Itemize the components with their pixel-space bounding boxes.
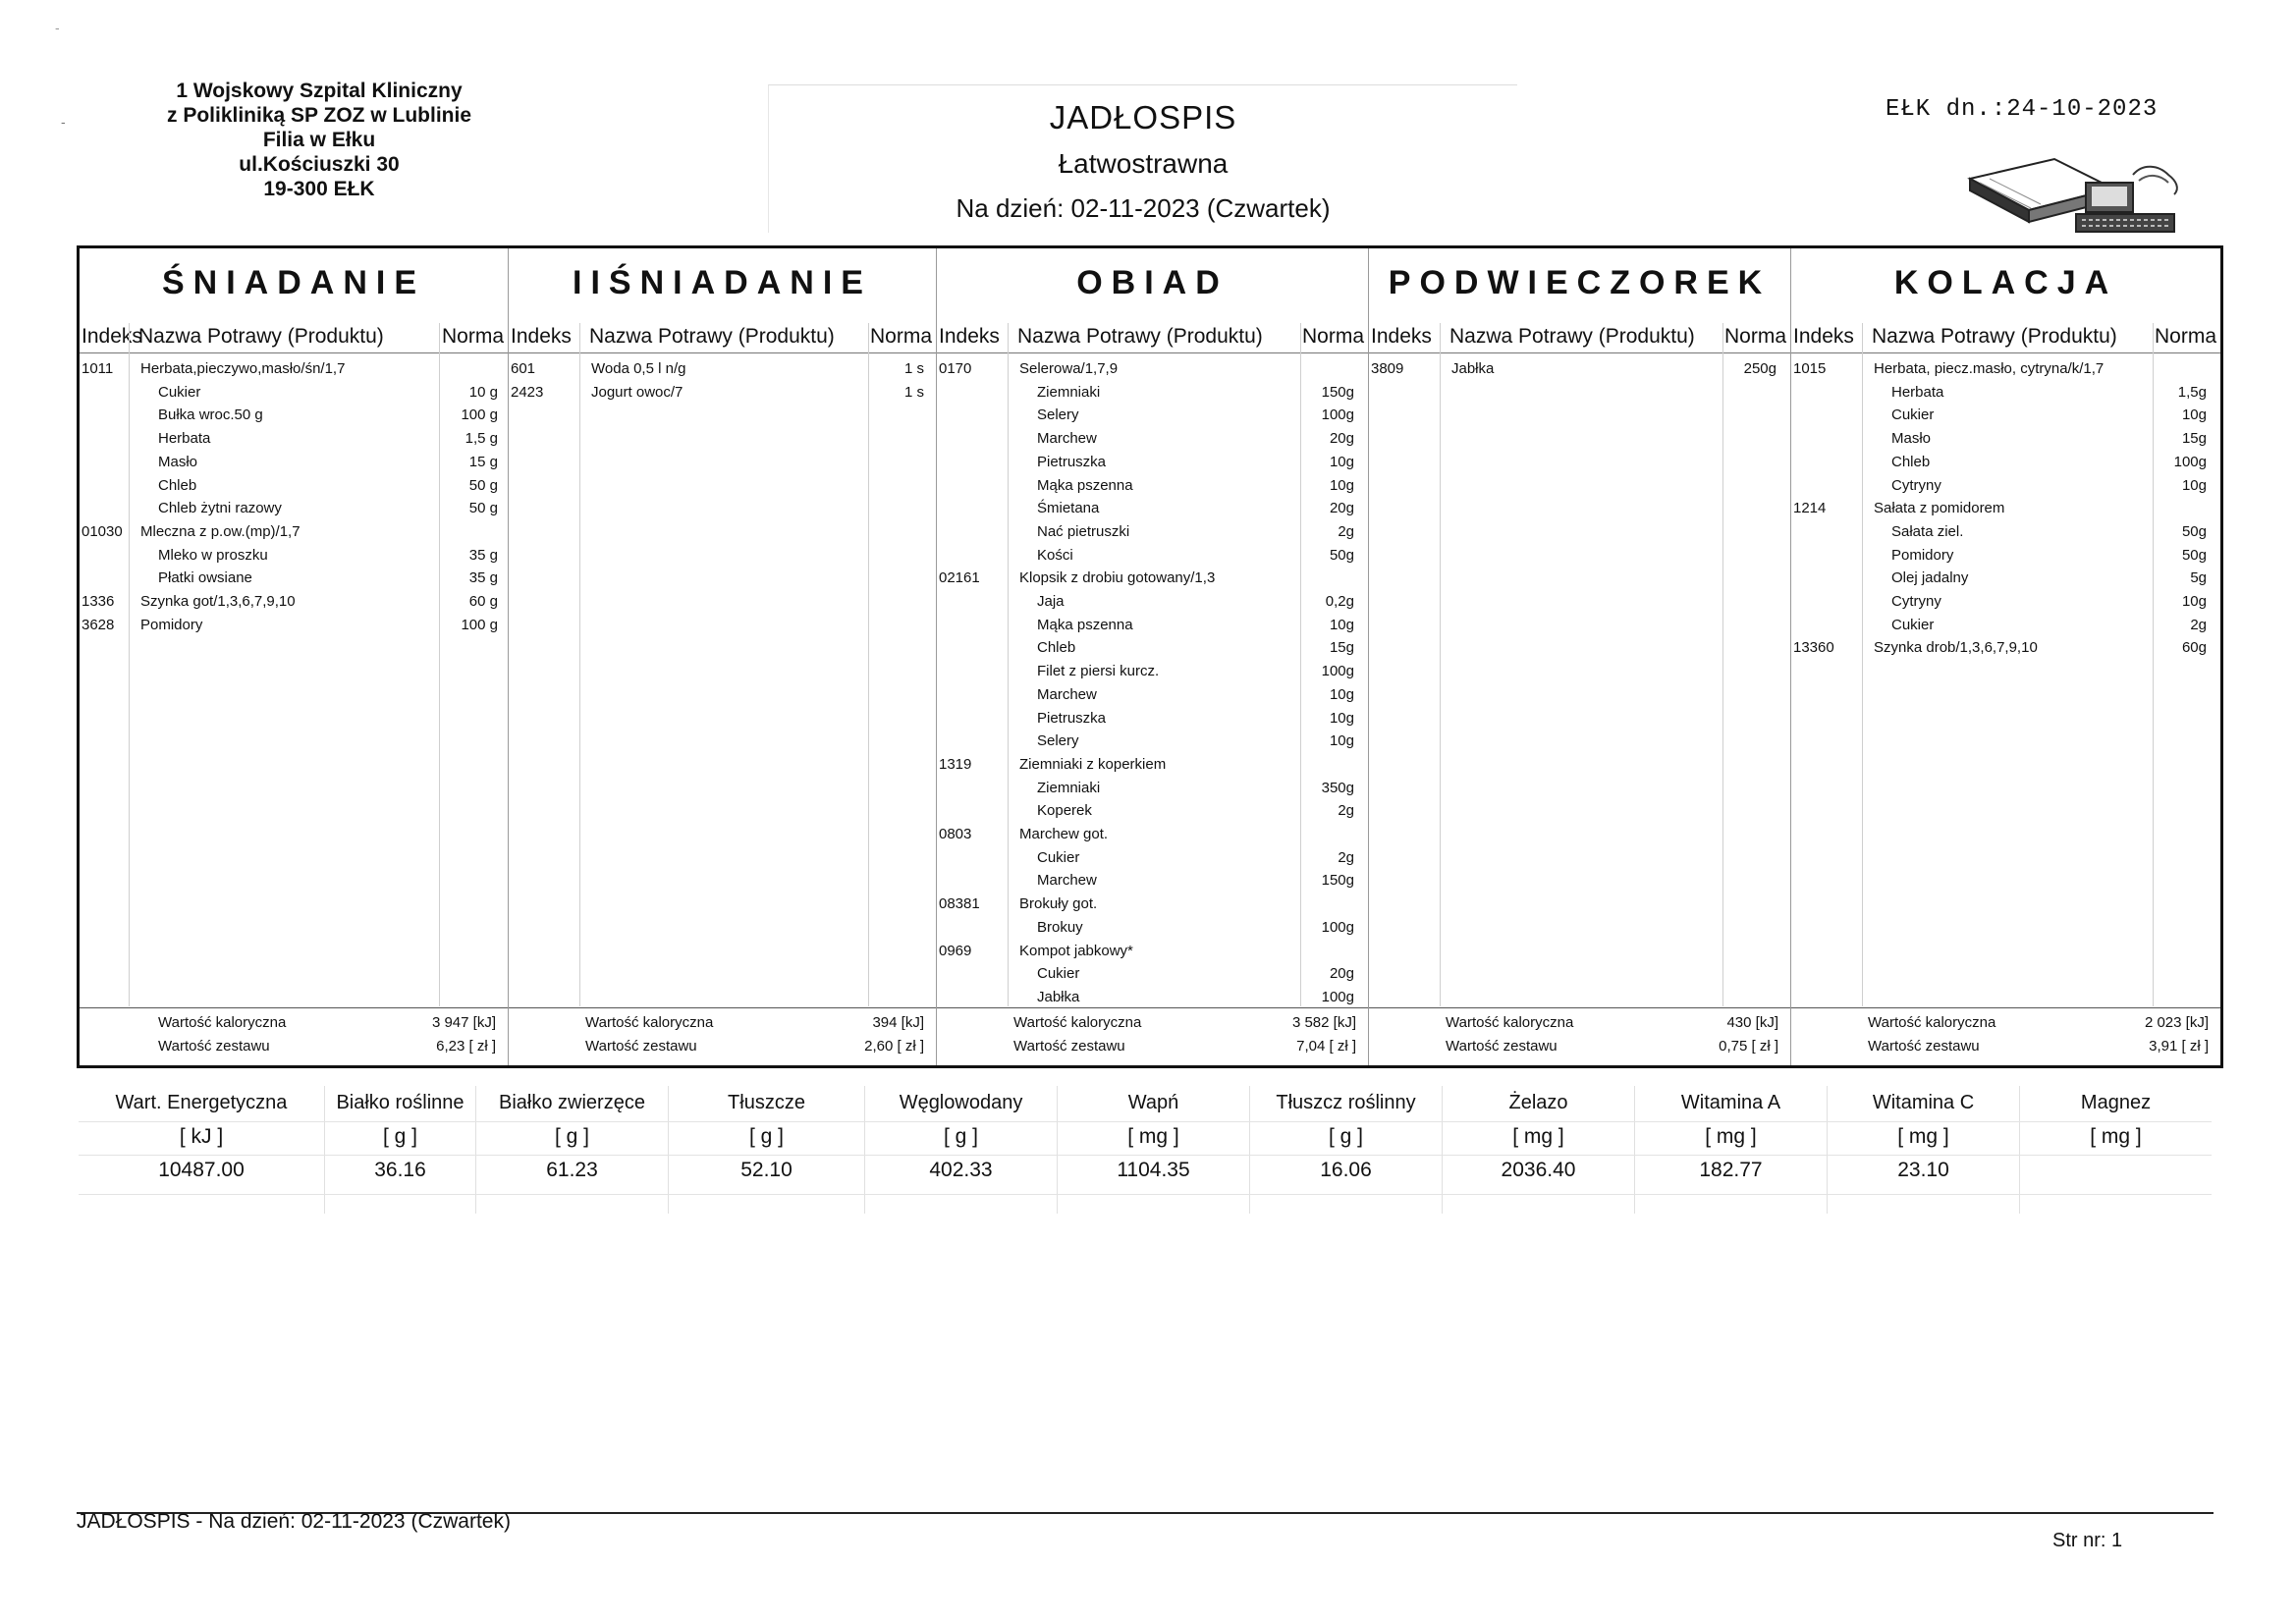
- row-index: 0170: [939, 360, 972, 377]
- totals-row: [1369, 1014, 1790, 1038]
- title-box: [768, 84, 1517, 233]
- header-name: Nazwa Potrawy (Produktu): [138, 325, 384, 348]
- row-norm: 250g: [1743, 360, 1777, 377]
- totals-row: [80, 1014, 508, 1038]
- nutrient-name: Tłuszcze: [728, 1092, 805, 1113]
- nutrient-unit: [ g ]: [943, 1125, 979, 1148]
- row-name: Filet z piersi kurcz.: [1037, 663, 1160, 680]
- meal-column: [1790, 248, 2220, 1065]
- menu-date: Na dzień: 02-11-2023 (Czwartek): [956, 193, 1331, 223]
- row-name: Jogurt owoc/7: [591, 383, 683, 401]
- row-norm: 10g: [1329, 685, 1354, 703]
- nutrient-value: 61.23: [546, 1159, 598, 1181]
- nutrient-value: 2036.40: [1501, 1159, 1576, 1181]
- row-name: Cytryny: [1891, 593, 1941, 610]
- column-header-row: [509, 323, 936, 353]
- menu-row: [80, 545, 508, 567]
- meal-column: [80, 248, 508, 1065]
- nutrient-unit: [ mg ]: [1705, 1125, 1757, 1148]
- nutrient-unit: [ g ]: [1328, 1125, 1364, 1148]
- row-name: Jabłka: [1037, 988, 1080, 1005]
- row-name: Cukier: [158, 383, 201, 401]
- header-norm: Norma: [2154, 325, 2216, 348]
- menu-row: [937, 591, 1368, 613]
- row-norm: 100g: [1321, 406, 1354, 424]
- menu-row: [937, 382, 1368, 404]
- row-name: Chleb żytni razowy: [158, 500, 282, 517]
- meal-title: IIŚNIADANIE: [573, 264, 872, 301]
- menu-row: [937, 847, 1368, 869]
- totals-label: Wartość zestawu: [1868, 1038, 1980, 1055]
- column-separator: [1722, 323, 1723, 1006]
- row-name: Chleb: [1037, 639, 1076, 657]
- nutrient-unit: [ mg ]: [1127, 1125, 1179, 1148]
- row-name: Cukier: [1037, 965, 1080, 983]
- totals-value: 430 [kJ]: [1726, 1014, 1778, 1031]
- row-norm: 15g: [1329, 639, 1354, 657]
- row-index: 3809: [1371, 360, 1404, 377]
- menu-row: [937, 963, 1368, 985]
- row-name: Marchew got.: [1019, 826, 1109, 842]
- menu-row: [937, 637, 1368, 659]
- row-name: Sałata z pomidorem: [1874, 500, 2005, 517]
- row-name: Nać pietruszki: [1037, 522, 1130, 540]
- menu-row: [80, 382, 508, 404]
- menu-row: [1791, 521, 2220, 543]
- totals-value: 7,04 [ zł ]: [1296, 1038, 1356, 1055]
- hospital-address: [118, 79, 520, 201]
- nutrient-unit: [ g ]: [748, 1125, 785, 1148]
- row-name: Ziemniaki: [1037, 779, 1101, 796]
- row-name: Olej jadalny: [1891, 569, 1969, 587]
- totals-value: 3 947 [kJ]: [431, 1014, 496, 1031]
- nutrient-value: 16.06: [1320, 1159, 1372, 1181]
- row-norm: 150g: [1321, 872, 1354, 890]
- menu-row: [1791, 428, 2220, 450]
- totals-row: [937, 1014, 1368, 1038]
- row-name: Śmietana: [1037, 500, 1100, 517]
- header-index: Indeks: [1793, 325, 1854, 348]
- row-name: Bułka wroc.50 g: [158, 406, 263, 424]
- totals-value: 0,75 [ zł ]: [1719, 1038, 1778, 1055]
- row-norm: 100g: [1321, 988, 1354, 1005]
- meal-column: [508, 248, 936, 1065]
- nutrition-summary: [79, 1086, 2212, 1214]
- nutrient-value: 402.33: [929, 1159, 993, 1181]
- row-norm: 20g: [1329, 965, 1354, 983]
- row-norm: 1 s: [903, 383, 924, 401]
- row-norm: 10 g: [468, 383, 498, 401]
- column-header-row: [1791, 323, 2220, 353]
- row-index: 1319: [939, 755, 972, 773]
- row-norm: 0,2g: [1325, 593, 1354, 610]
- row-norm: 10g: [2181, 593, 2207, 610]
- row-name: Masło: [158, 453, 198, 470]
- issue-date: EŁK dn.:24-10-2023: [1886, 96, 2159, 123]
- menu-row: [937, 568, 1368, 589]
- nutrient-name: Witamina C: [1872, 1092, 1975, 1113]
- header-index: Indeks: [82, 325, 142, 348]
- book-computer-icon: [1966, 145, 2184, 240]
- row-norm: 50g: [2181, 522, 2207, 540]
- row-name: Marchew: [1037, 872, 1097, 890]
- row-name: Marchew: [1037, 430, 1097, 448]
- totals-label: Wartość kaloryczna: [1446, 1014, 1574, 1031]
- menu-row: [80, 428, 508, 450]
- header-name: Nazwa Potrawy (Produktu): [1017, 325, 1263, 348]
- row-norm: 350g: [1321, 779, 1354, 796]
- totals-value: 3,91 [ zł ]: [2149, 1038, 2209, 1055]
- meal-title: OBIAD: [1076, 264, 1229, 301]
- nutrient-unit: [ g ]: [382, 1125, 418, 1148]
- row-norm: 1 s: [903, 360, 924, 377]
- menu-row: [509, 382, 936, 404]
- menu-row: [937, 615, 1368, 636]
- footer-title: JADŁOSPIS - Na dzień: 02-11-2023 (Czwartek): [77, 1510, 511, 1533]
- header-index: Indeks: [939, 325, 1000, 348]
- nutrient-value: 10487.00: [158, 1159, 245, 1181]
- totals-label: Wartość zestawu: [1013, 1038, 1125, 1055]
- nutrient-name: Witamina A: [1680, 1092, 1781, 1113]
- menu-row: [1791, 475, 2220, 497]
- menu-row: [80, 405, 508, 426]
- menu-row: [937, 893, 1368, 915]
- row-index: 3628: [82, 616, 115, 633]
- meal-totals: [1369, 1007, 1790, 1065]
- menu-row: [1791, 452, 2220, 473]
- row-name: Jaja: [1037, 593, 1065, 610]
- row-norm: 20g: [1329, 430, 1354, 448]
- hospital-line: 19-300 EŁK: [263, 178, 375, 200]
- totals-value: 394 [kJ]: [872, 1014, 924, 1031]
- row-index: 601: [511, 360, 536, 377]
- row-name: Herbata: [1891, 383, 1944, 401]
- hospital-line: Filia w Ełku: [262, 129, 376, 151]
- nutrient-value: 52.10: [740, 1159, 793, 1181]
- row-name: Cytryny: [1891, 476, 1941, 494]
- header-norm: Norma: [1301, 325, 1364, 348]
- meal-totals: [1791, 1007, 2220, 1065]
- row-norm: 35 g: [468, 546, 498, 564]
- diet-name: Łatwostrawna: [1058, 148, 1229, 179]
- page-title: JADŁOSPIS: [1049, 99, 1237, 135]
- row-norm: 10g: [1329, 709, 1354, 727]
- menu-row: [1791, 405, 2220, 426]
- row-name: Klopsik z drobiu gotowany/1,3: [1019, 569, 1216, 587]
- row-name: Szynka got/1,3,6,7,9,10: [140, 593, 296, 610]
- totals-value: 6,23 [ zł ]: [436, 1038, 496, 1055]
- row-name: Mleko w proszku: [158, 546, 268, 564]
- row-name: Pietruszka: [1037, 453, 1107, 470]
- menu-row: [937, 498, 1368, 519]
- row-name: Koperek: [1037, 802, 1092, 820]
- row-name: Cukier: [1891, 616, 1935, 633]
- menu-row: [937, 800, 1368, 822]
- row-norm: 10g: [1329, 476, 1354, 494]
- nutrient-name: Żelazo: [1508, 1092, 1568, 1113]
- totals-row: [509, 1038, 936, 1061]
- totals-label: Wartość kaloryczna: [1013, 1014, 1142, 1031]
- menu-row: [937, 452, 1368, 473]
- row-name: Ziemniaki z koperkiem: [1019, 755, 1167, 773]
- nutrient-value: 1104.35: [1117, 1159, 1190, 1181]
- row-norm: 60g: [2181, 639, 2207, 657]
- menu-row: [937, 661, 1368, 682]
- meal-title: KOLACJA: [1893, 264, 2118, 301]
- nutrient-unit: [ mg ]: [1897, 1125, 1949, 1148]
- menu-row: [80, 521, 508, 543]
- row-name: Ziemniaki: [1037, 383, 1101, 401]
- menu-row: [1791, 382, 2220, 404]
- row-name: Brokuy: [1037, 918, 1083, 936]
- nutrition-rule: [79, 1194, 2212, 1195]
- row-index: 0969: [939, 942, 972, 959]
- menu-row: [937, 475, 1368, 497]
- header-norm: Norma: [869, 325, 932, 348]
- row-index: 01030: [82, 522, 123, 540]
- row-norm: 10g: [1329, 732, 1354, 750]
- row-index: 08381: [939, 895, 980, 913]
- row-index: 13360: [1793, 639, 1834, 657]
- row-index: 0803: [939, 826, 972, 842]
- nutrition-rule: [79, 1155, 2212, 1156]
- menu-row: [937, 870, 1368, 892]
- row-norm: 1,5 g: [465, 430, 498, 448]
- nutrient-value: 182.77: [1699, 1159, 1763, 1181]
- menu-row: [80, 475, 508, 497]
- menu-row: [1791, 498, 2220, 519]
- nutrient-name: Tłuszcz roślinny: [1276, 1092, 1416, 1113]
- row-name: Szynka drob/1,3,6,7,9,10: [1874, 639, 2038, 657]
- row-name: Herbata, piecz.masło, cytryna/k/1,7: [1874, 360, 2105, 377]
- menu-row: [937, 428, 1368, 450]
- row-norm: 10g: [1329, 453, 1354, 470]
- row-index: 02161: [939, 569, 980, 587]
- menu-row: [1791, 615, 2220, 636]
- nutrient-value: 23.10: [1897, 1159, 1949, 1181]
- menu-row: [937, 778, 1368, 799]
- totals-label: Wartość zestawu: [158, 1038, 270, 1055]
- page-number: Str nr: 1: [2052, 1530, 2123, 1551]
- row-name: Kompot jabkowy*: [1019, 942, 1133, 959]
- meal-column: [936, 248, 1368, 1065]
- row-norm: 10g: [2181, 406, 2207, 424]
- menu-row: [1791, 591, 2220, 613]
- row-name: Cukier: [1891, 406, 1935, 424]
- row-index: 1015: [1793, 360, 1827, 377]
- row-norm: 100g: [1321, 663, 1354, 680]
- nutrient-name: Magnez: [2080, 1092, 2152, 1113]
- column-header-row: [937, 323, 1368, 353]
- scan-mark: -: [61, 114, 66, 130]
- meal-column: [1368, 248, 1790, 1065]
- nutrient-value: 36.16: [374, 1159, 426, 1181]
- menu-row: [80, 615, 508, 636]
- hospital-line: z Polikliniką SP ZOZ w Lublinie: [167, 104, 471, 127]
- row-name: Selerowa/1,7,9: [1019, 360, 1119, 377]
- totals-label: Wartość zestawu: [1446, 1038, 1558, 1055]
- meal-title: PODWIECZOREK: [1388, 264, 1772, 301]
- row-norm: 2g: [2190, 616, 2207, 633]
- menu-table: [77, 245, 2223, 1068]
- row-norm: 50 g: [468, 476, 498, 494]
- row-norm: 20g: [1329, 500, 1354, 517]
- row-norm: 60 g: [468, 593, 498, 610]
- row-name: Woda 0,5 l n/g: [591, 360, 686, 377]
- row-name: Pomidory: [140, 616, 203, 633]
- row-name: Chleb: [1891, 453, 1931, 470]
- header-name: Nazwa Potrawy (Produktu): [1872, 325, 2117, 348]
- row-name: Masło: [1891, 430, 1932, 448]
- nutrient-name: Węglowodany: [899, 1092, 1023, 1113]
- totals-row: [509, 1014, 936, 1038]
- hospital-line: 1 Wojskowy Szpital Kliniczny: [176, 80, 463, 102]
- totals-label: Wartość kaloryczna: [1868, 1014, 1996, 1031]
- column-separator: [579, 323, 580, 1006]
- scan-mark: -: [55, 20, 60, 35]
- row-name: Pietruszka: [1037, 709, 1107, 727]
- menu-row: [80, 498, 508, 519]
- totals-row: [937, 1038, 1368, 1061]
- menu-row: [1791, 545, 2220, 567]
- row-name: Mleczna z p.ow.(mp)/1,7: [140, 522, 301, 540]
- menu-row: [937, 708, 1368, 730]
- meal-totals: [937, 1007, 1368, 1065]
- row-norm: 2g: [1338, 802, 1354, 820]
- nutrient-unit: [ g ]: [554, 1125, 590, 1148]
- row-norm: 35 g: [468, 569, 498, 587]
- totals-label: Wartość zestawu: [585, 1038, 697, 1055]
- column-header-row: [80, 323, 508, 353]
- meal-totals: [509, 1007, 936, 1065]
- row-name: Mąka pszenna: [1037, 476, 1133, 494]
- totals-value: 2 023 [kJ]: [2144, 1014, 2209, 1031]
- row-norm: 15 g: [468, 453, 498, 470]
- totals-row: [80, 1038, 508, 1061]
- row-name: Sałata ziel.: [1891, 522, 1964, 540]
- totals-row: [1791, 1014, 2220, 1038]
- row-name: Cukier: [1037, 848, 1080, 866]
- menu-row: [509, 358, 936, 380]
- menu-row: [937, 358, 1368, 380]
- row-index: 1011: [82, 360, 114, 377]
- row-index: 1214: [1793, 500, 1827, 517]
- row-norm: 100 g: [461, 616, 498, 633]
- totals-row: [1369, 1038, 1790, 1061]
- row-name: Selery: [1037, 732, 1079, 750]
- header-norm: Norma: [1723, 325, 1786, 348]
- row-norm: 100 g: [461, 406, 498, 424]
- meal-title: ŚNIADANIE: [161, 264, 426, 301]
- row-name: Kości: [1037, 546, 1073, 564]
- nutrient-unit: [ mg ]: [1512, 1125, 1564, 1148]
- row-norm: 10g: [2181, 476, 2207, 494]
- hospital-line: ul.Kościuszki 30: [239, 153, 400, 176]
- menu-row: [937, 730, 1368, 752]
- row-norm: 100g: [2173, 453, 2207, 470]
- row-name: Mąka pszenna: [1037, 616, 1133, 633]
- row-norm: 50g: [1329, 546, 1354, 564]
- totals-row: [1791, 1038, 2220, 1061]
- menu-row: [1791, 358, 2220, 380]
- column-separator: [868, 323, 869, 1006]
- totals-label: Wartość kaloryczna: [158, 1014, 287, 1031]
- nutrient-name: Białko roślinne: [336, 1092, 465, 1113]
- row-index: 2423: [511, 383, 544, 401]
- row-name: Marchew: [1037, 685, 1097, 703]
- row-name: Płatki owsiane: [158, 569, 252, 587]
- totals-value: 3 582 [kJ]: [1291, 1014, 1356, 1031]
- header-norm: Norma: [441, 325, 504, 348]
- header-name: Nazwa Potrawy (Produktu): [1449, 325, 1695, 348]
- menu-row: [937, 684, 1368, 706]
- header-index: Indeks: [1371, 325, 1432, 348]
- menu-row: [1791, 568, 2220, 589]
- menu-row: [937, 941, 1368, 962]
- nutrient-unit: [ mg ]: [2090, 1125, 2142, 1148]
- header-name: Nazwa Potrawy (Produktu): [589, 325, 835, 348]
- totals-label: Wartość kaloryczna: [585, 1014, 714, 1031]
- row-index: 1336: [82, 593, 115, 610]
- menu-row: [937, 545, 1368, 567]
- menu-row: [80, 452, 508, 473]
- menu-row: [80, 568, 508, 589]
- nutrient-name: Wapń: [1127, 1092, 1179, 1113]
- header-index: Indeks: [511, 325, 572, 348]
- menu-row: [937, 754, 1368, 776]
- row-norm: 100g: [1321, 918, 1354, 936]
- menu-row: [80, 591, 508, 613]
- menu-row: [937, 824, 1368, 845]
- row-norm: 15g: [2181, 430, 2207, 448]
- row-norm: 150g: [1321, 383, 1354, 401]
- row-norm: 10g: [1329, 616, 1354, 633]
- row-norm: 50g: [2181, 546, 2207, 564]
- row-norm: 50 g: [468, 500, 498, 517]
- row-norm: 1,5g: [2177, 383, 2207, 401]
- menu-row: [1369, 358, 1790, 380]
- row-name: Chleb: [158, 476, 197, 494]
- row-name: Jabłka: [1451, 360, 1495, 377]
- row-name: Pomidory: [1891, 546, 1954, 564]
- row-norm: 2g: [1338, 522, 1354, 540]
- column-header-row: [1369, 323, 1790, 353]
- menu-row: [937, 917, 1368, 939]
- row-name: Selery: [1037, 406, 1079, 424]
- nutrient-name: Wart. Energetyczna: [115, 1092, 288, 1113]
- nutrition-rule: [79, 1121, 2212, 1122]
- row-name: Herbata: [158, 430, 211, 448]
- row-name: Herbata,pieczywo,masło/śn/1,7: [140, 360, 346, 377]
- menu-row: [1791, 637, 2220, 659]
- menu-row: [937, 521, 1368, 543]
- menu-row: [937, 405, 1368, 426]
- nutrient-name: Białko zwierzęce: [499, 1092, 645, 1113]
- menu-row: [80, 358, 508, 380]
- menu-row: [937, 987, 1368, 1008]
- totals-value: 2,60 [ zł ]: [864, 1038, 924, 1055]
- nutrient-unit: [ kJ ]: [179, 1125, 224, 1148]
- row-norm: 5g: [2190, 569, 2207, 587]
- column-separator: [1440, 323, 1441, 1006]
- row-name: Brokuły got.: [1019, 895, 1098, 913]
- meal-totals: [80, 1007, 508, 1065]
- row-norm: 2g: [1338, 848, 1354, 866]
